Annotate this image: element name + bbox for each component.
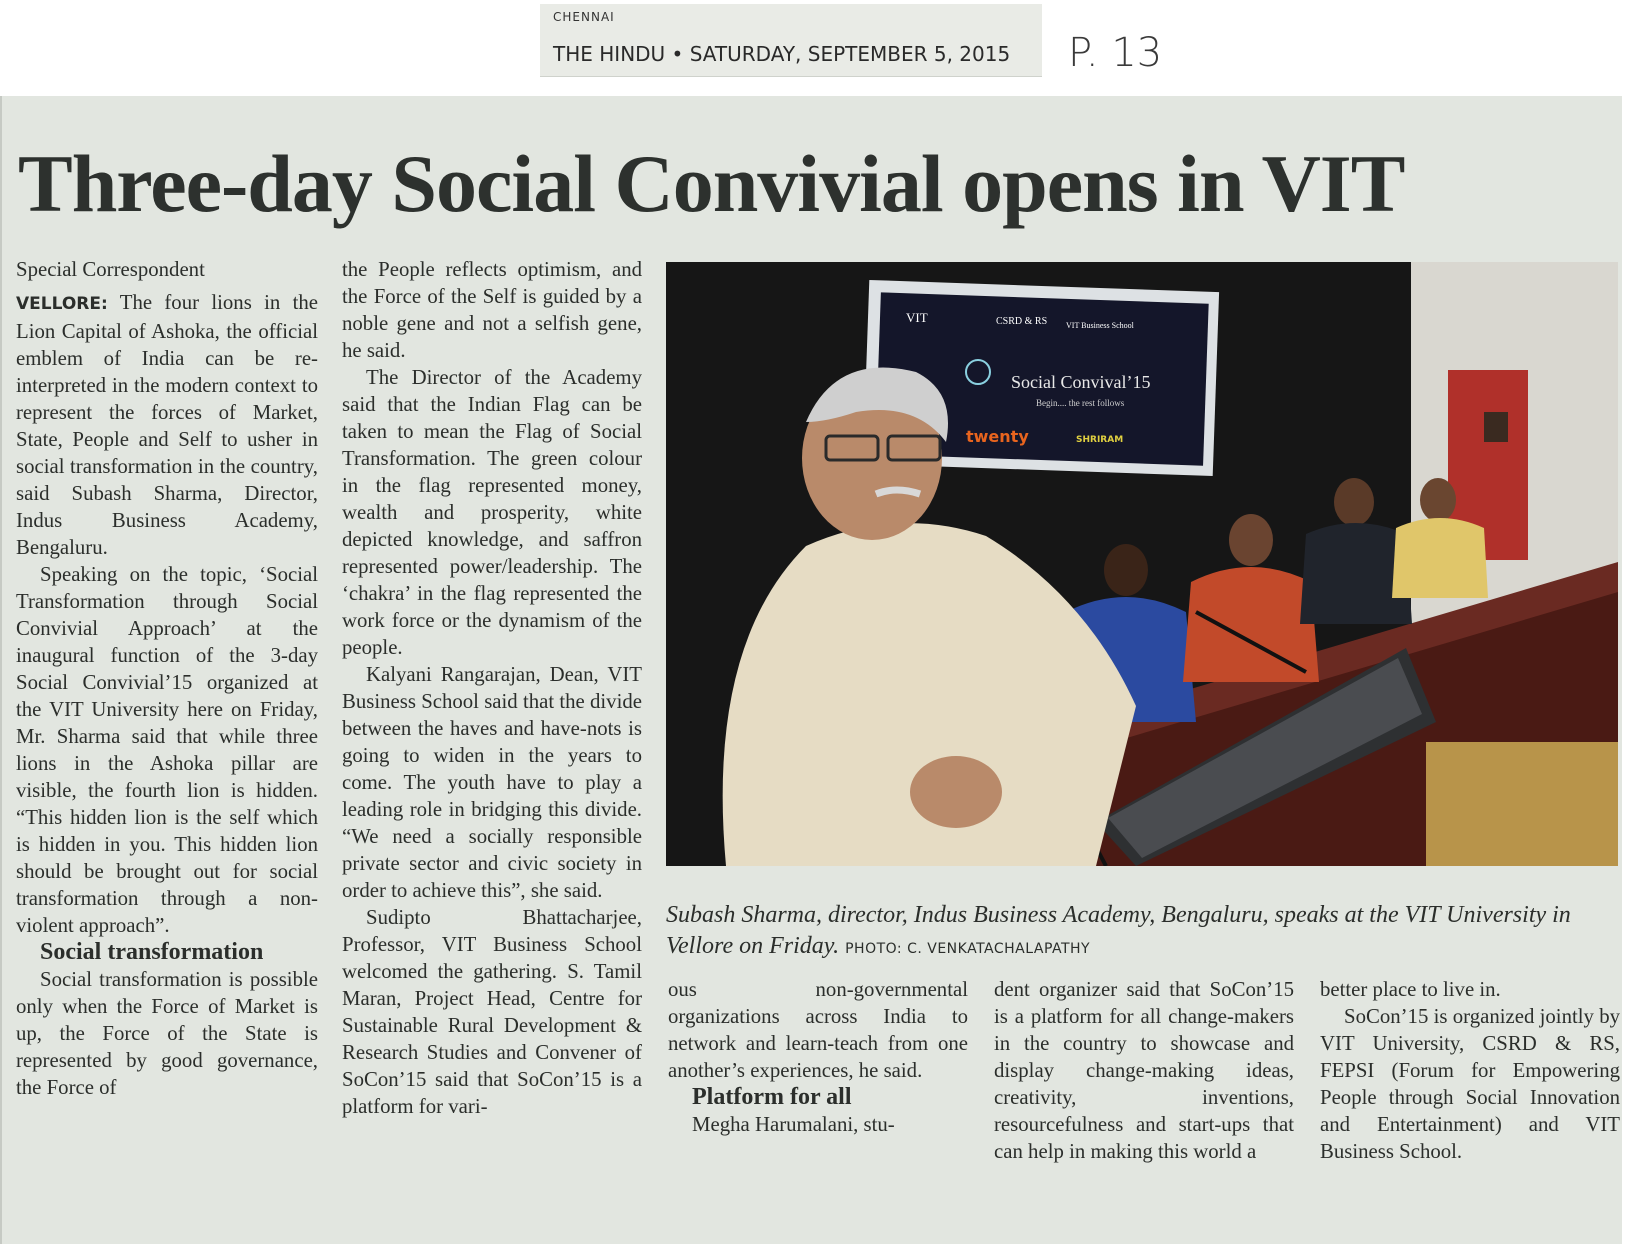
banner-title: Social Convival’15 [1011, 372, 1151, 392]
edition-city: CHENNAI [553, 10, 615, 24]
paragraph: dent organizer said that SoCon’15 is a platform for all change-makers in the country to showcase and display change-making ideas, creativity, inventions, resourcefulness and start-ups that can help in making this world a [994, 978, 1294, 1163]
paragraph: better place to live in. [1320, 978, 1501, 1001]
article-column-1 [16, 256, 318, 1101]
paragraph: SoCon’15 is organized jointly by VIT University, CSRD & RS, FEPSI (Forum for Empowering People through Social Innovation and Entertainment) and VIT Business School. [1320, 1005, 1620, 1163]
article-column-3 [668, 976, 968, 1138]
article-column-4 [994, 976, 1294, 1165]
news-clipping [0, 96, 1622, 1244]
photo-illustration [666, 262, 1618, 866]
byline: Special Correspondent [16, 258, 205, 281]
banner-sponsor-1: twenty [966, 427, 1029, 446]
event-photo [666, 262, 1618, 866]
banner-logo-vit: VIT [906, 310, 928, 325]
paragraph: Kalyani Rangarajan, Dean, VIT Business School said that the divide between the haves and have-nots is going to widen in the years to come. The youth have to play a leading role in bridging this divide. “We need a socially responsible private sector and civic society in order to achieve this”, she said. [342, 663, 642, 902]
paragraph: The Director of the Academy said that the Indian Flag can be taken to mean the Flag of Social Transformation. The green colour in the flag represented money, wealth and prosperity, white depicted knowledge, and saffron represented power/leadership. The ‘chakra’ in the flag represented the work force or the dynamism of the people. [342, 366, 642, 659]
article-column-5 [1320, 976, 1620, 1165]
masthead [540, 4, 1042, 77]
paragraph: Megha Harumalani, stu- [692, 1113, 895, 1136]
dateline-city: VELLORE: [16, 294, 108, 314]
banner-logo-csrd: CSRD & RS [996, 316, 1048, 327]
paragraph: Sudipto Bhattacharjee, Professor, VIT Business School welcomed the gathering. S. Tamil Maran, Project Head, Centre for Sustainable Rural Development & Research Studies and Convener of SoCon’15 said that SoCon’15 is a platform for vari- [342, 906, 642, 1118]
handwritten-page-note: P. 13 [1068, 30, 1163, 76]
publication-dateline: THE HINDU • SATURDAY, SEPTEMBER 5, 2015 [553, 42, 1011, 66]
banner-subtitle: Begin.... the rest follows [1036, 398, 1125, 408]
headline: Three-day Social Convivial opens in VIT [18, 138, 1405, 229]
banner-sponsor-2: SHRIRAM [1076, 435, 1124, 445]
photo-caption [666, 900, 1616, 965]
paragraph: the People reflects optimism, and the Force of the Self is guided by a noble gene and not a selfish gene, he said. [342, 258, 642, 362]
paragraph: Speaking on the topic, ‘Social Transformation through Social Convivial Approach’ at the inaugural function of the 3-day Social Convivial’15 organized at the VIT University here on Friday, Mr. Sharma said that while three lions in the Ashoka pillar are visible, the fourth lion is hidden. “This hidden lion is the self which is hidden in you. This hidden lion should be brought out for social transformation through a non-violent approach”. [16, 563, 318, 937]
paragraph: ous non-governmental organizations across India to network and learn-teach from one another’s experiences, he said. [668, 978, 968, 1082]
subhead-social-transformation: Social transformation [40, 939, 264, 965]
lead-paragraph: VELLORE: The four lions in the Lion Capital of Ashoka, the official emblem of India can be re-interpreted in the modern context to represent the forces of Market, State, People and Self to usher in social transformation in the country, said Subash Sharma, Director, Indus Business Academy, Bengaluru. [16, 291, 318, 559]
banner-logo-school: VIT Business School [1066, 321, 1134, 330]
caption-text: Subash Sharma, director, Indus Business Academy, Bengaluru, speaks at the VIT University in Vellore on Friday. [666, 902, 1571, 959]
paragraph: Social transformation is possible only when the Force of Market is up, the Force of the State is represented by good governance, the Force of [16, 968, 318, 1099]
photo-credit: PHOTO: C. VENKATACHALAPATHY [845, 941, 1091, 957]
subhead-platform-for-all: Platform for all [692, 1084, 852, 1110]
article-column-2 [342, 256, 642, 1120]
